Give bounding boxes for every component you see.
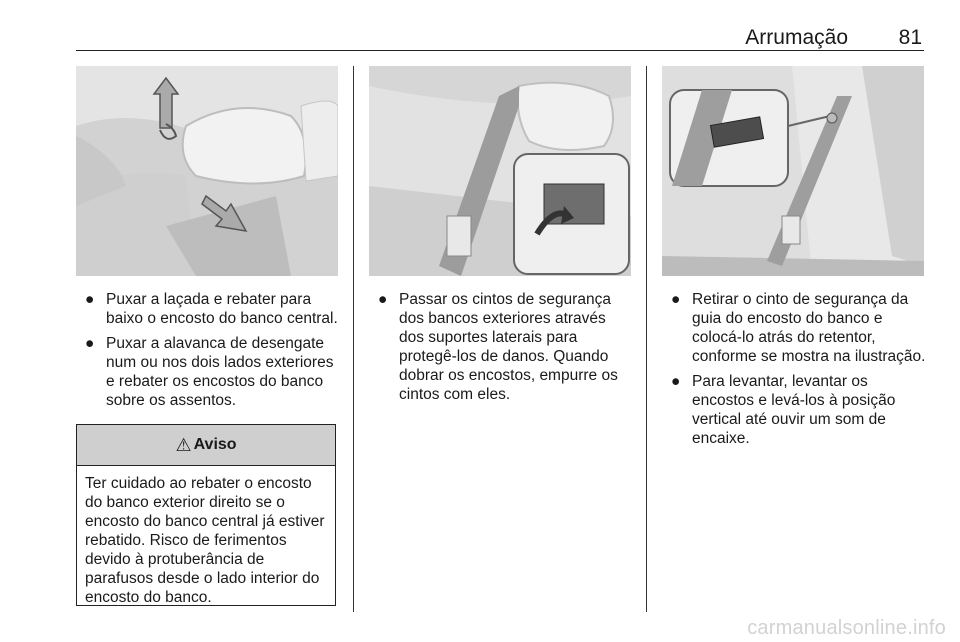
column-divider-2: [646, 66, 647, 612]
warning-triangle-icon: ⚠: [175, 434, 192, 455]
seatbelt-guide-illustration: [369, 66, 631, 276]
figure-belt-retainer: [662, 66, 924, 276]
buckle-icon: [782, 216, 800, 244]
list-item: [76, 290, 342, 328]
list-item-text: Puxar a alavanca de desengate num ou nos dois lados exteriores e rebater os encostos do banco sobre os assentos.: [106, 335, 334, 409]
list-item-text: Puxar a laçada e rebater para baixo o encosto do banco central.: [106, 291, 338, 327]
list-item-text: Para levantar, levantar os encostos e levá-los à posição vertical até ouvir um som de encaixe.: [692, 373, 896, 447]
list-item: [662, 290, 926, 366]
bullet-icon: ●: [378, 291, 388, 308]
belt-retainer-illustration: [662, 66, 924, 276]
page-title: Arrumação: [745, 26, 848, 49]
list-item-text: Passar os cintos de segurança dos bancos exteriores através dos suportes laterais para protegê-los de danos. Quando dobrar os encostos, empurre os cintos com eles.: [399, 291, 618, 403]
warning-text: Ter cuidado ao rebater o encosto do banco exterior direito se o encosto do banco central já estiver rebatido. Risco de ferimentos devido à protuberância de parafusos desde o lado interior do encosto do banco.: [85, 475, 325, 606]
warning-header: [77, 425, 335, 466]
bullet-icon: ●: [85, 291, 95, 308]
figure-seat-release: [76, 66, 338, 276]
column2-bullet-list: [369, 290, 633, 410]
list-item: [662, 372, 926, 448]
column3-bullet-list: [662, 290, 926, 454]
bullet-icon: ●: [671, 373, 681, 390]
warning-box: [76, 424, 336, 606]
warning-title: Aviso: [193, 436, 237, 453]
bullet-icon: ●: [85, 335, 95, 352]
list-item: [76, 334, 342, 410]
column1-bullet-list: [76, 290, 342, 416]
watermark: carmanualsonline.info: [747, 617, 946, 639]
column-divider-1: [353, 66, 354, 612]
bullet-icon: ●: [671, 291, 681, 308]
list-item: [369, 290, 633, 404]
page-number: 81: [898, 26, 922, 49]
list-item-text: Retirar o cinto de segurança da guia do encosto do banco e colocá-lo atrás do retentor, conforme se mostra na ilustração.: [692, 291, 926, 365]
figure-seatbelt-guide: [369, 66, 631, 276]
buckle-icon: [447, 216, 471, 256]
seat-release-illustration: [76, 66, 338, 276]
header-divider: [76, 50, 924, 51]
